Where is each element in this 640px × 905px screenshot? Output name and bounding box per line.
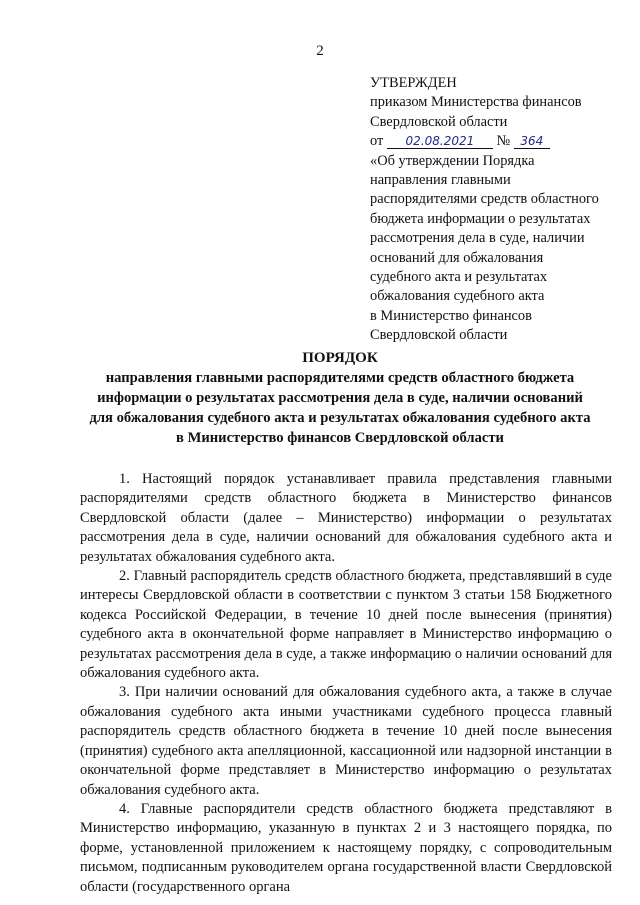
- approval-subject-line: бюджета информации о результатах: [370, 210, 591, 227]
- paragraph-3: 3. При наличии оснований для обжалования судебного акта, а также в случае обжалования судебного акта иными участниками судебного процесса главный распорядитель средств областного бюджета в течение 10 дней после вынесения (принятия) судебного акта апелляционной, кассационной или надзорной инстанции в окончательной форме представляет в Министерство информацию о результатах обжалования судебного акта.: [80, 684, 612, 798]
- approval-subject-line: распорядителями средств областного: [370, 191, 599, 208]
- approval-subject-line: направления главными: [370, 172, 511, 189]
- approval-subject-line: судебного акта и результатах: [370, 269, 548, 286]
- handwritten-number: 364: [514, 134, 550, 149]
- approval-subject-line: Свердловской области: [370, 327, 508, 344]
- approval-date-line: [370, 132, 635, 151]
- title-line: в Министерство финансов Свердловской области: [176, 430, 504, 446]
- approval-heading: УТВЕРЖДЕН: [370, 75, 457, 91]
- approval-line: Свердловской области: [370, 113, 508, 130]
- paragraph-4: 4. Главные распорядители средств областного бюджета представляют в Министерство информацию, указанную в пунктах 2 и 3 настоящего порядка, по форме, установленной приложением к настоящему порядку, с сопроводительным письмом, подписанным руководителем органа государственной власти Свердловской области (государственного органа: [80, 800, 612, 895]
- paragraph-2: 2. Главный распорядитель средств областного бюджета, представлявший в суде интересы Свердловской области в соответствии с пунктом 3 статьи 158 Бюджетного кодекса Российской Федерации, в течение 10 дней после вынесения (принятия) судебного акта в окончательной форме направляет в Министерство информацию о результатах рассмотрения дела в суде, а также информацию о наличии оснований для обжалования судебного акта.: [80, 568, 612, 682]
- date-prefix: от: [370, 133, 384, 150]
- title-line: информации о результатах рассмотрения дела в суде, наличии оснований: [97, 390, 583, 406]
- approval-subject-line: рассмотрения дела в суде, наличии: [370, 230, 585, 247]
- number-sign: №: [496, 133, 511, 150]
- approval-subject-line: оснований для обжалования: [370, 249, 544, 266]
- approval-subject-line: обжалования судебного акта: [370, 288, 545, 305]
- approval-subject-line: «Об утверждении Порядка: [370, 152, 535, 169]
- approval-line: приказом Министерства финансов: [370, 94, 582, 111]
- title-line: для обжалования судебного акта и результатах обжалования судебного акта: [89, 410, 591, 426]
- approval-stamp: [370, 74, 635, 346]
- title-line: направления главными распорядителями средств областного бюджета: [105, 370, 575, 386]
- document-body: [80, 470, 612, 897]
- paragraph-1: 1. Настоящий порядок устанавливает правила представления главными распорядителями средств областного бюджета в Министерство финансов Свердловской области (далее – Министерство) информации о результатах рассмотрения дела в суде, наличии оснований для обжалования судебного акта и результатах обжалования судебного акта.: [80, 471, 612, 565]
- handwritten-date: 02.08.2021: [387, 134, 493, 149]
- approval-subject-line: в Министерство финансов: [370, 307, 532, 324]
- document-title: [60, 348, 620, 448]
- page-number: 2: [316, 43, 324, 59]
- title-main: ПОРЯДОК: [302, 350, 378, 366]
